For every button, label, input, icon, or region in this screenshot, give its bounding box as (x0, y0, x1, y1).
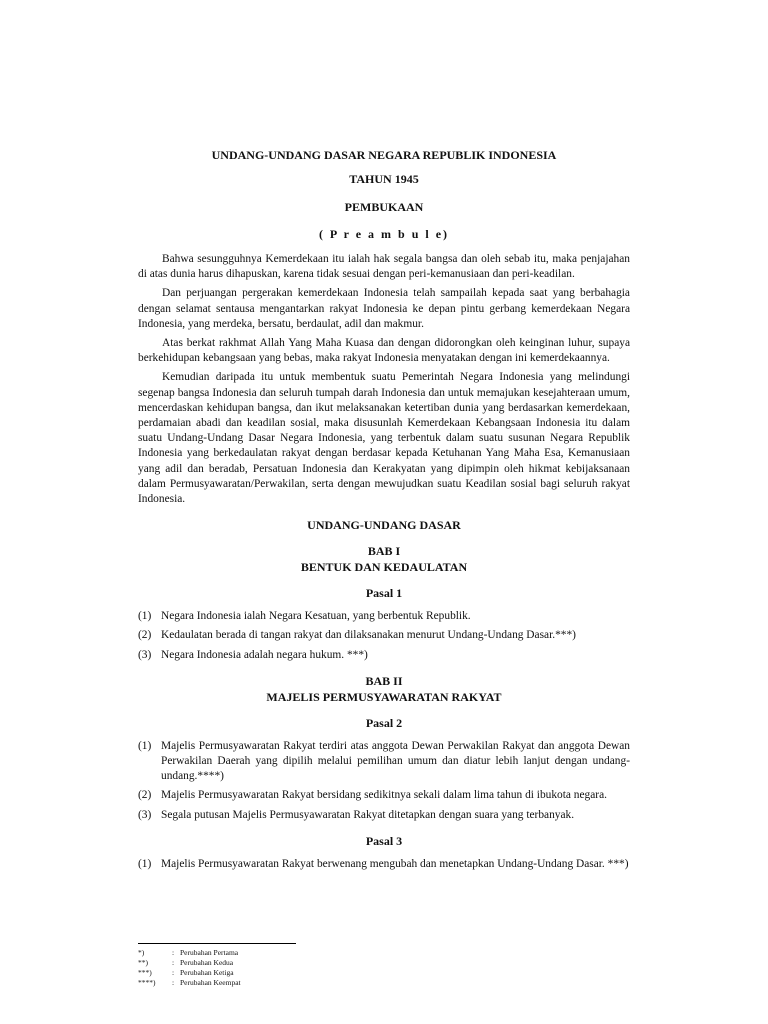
footnote-mark: ***) (138, 968, 152, 977)
article-clause (138, 628, 630, 643)
clause-number: (2) (138, 789, 152, 802)
clause-text: Kedaulatan berada di tangan rakyat dan dilaksanakan menurut Undang-Undang Dasar.***) (161, 629, 576, 642)
preamble-paragraph: Bahwa sesungguhnya Kemerdekaan itu ialah hak segala bangsa dan oleh sebab itu, maka penjajahan di atas dunia harus dihapuskan, karena tidak sesuai dengan peri-kemanusiaan dan peri-keadilan. (138, 253, 630, 281)
chapter-title: BAB II (365, 673, 403, 688)
section-heading: PEMBUKAAN (344, 200, 424, 214)
article-clause (138, 857, 630, 872)
clause-text: Majelis Permusyawaratan Rakyat terdiri atas anggota Dewan Perwakilan Rakyat dan anggota Dewan Perwakilan Daerah yang dipilih melalui pemilihan umum dan diatur lebih lanjut dengan undang-undang.****) (161, 739, 630, 783)
chapter-subtitle: MAJELIS PERMUSYAWARATAN RAKYAT (266, 689, 502, 704)
clause-number: (2) (138, 629, 152, 642)
footnote-text: Perubahan Ketiga (180, 968, 234, 977)
footnote-separator: : (172, 958, 175, 967)
document-year: TAHUN 1945 (349, 172, 419, 186)
chapter-subtitle: BENTUK DAN KEDAULATAN (300, 560, 468, 575)
article-clause (138, 739, 630, 785)
footnote-text: Perubahan Pertama (180, 948, 239, 957)
footnote (138, 978, 338, 988)
clause-text: Segala putusan Majelis Permusyawaratan Rakyat ditetapkan dengan suara yang terbanyak. (161, 808, 575, 821)
article-clause (138, 808, 630, 823)
article-clause (138, 788, 630, 803)
footnote (138, 968, 338, 978)
footnote-mark: **) (138, 958, 148, 967)
article-title: Pasal 3 (365, 833, 403, 848)
clause-text: Negara Indonesia ialah Negara Kesatuan, yang berbentuk Republik. (161, 610, 471, 623)
section-subheading: ( P r e a m b u l e) (318, 227, 450, 241)
footnote-divider (138, 943, 296, 944)
footnote-mark: *) (138, 948, 145, 957)
uud-heading: UNDANG-UNDANG DASAR (307, 518, 461, 533)
footnote-separator: : (172, 968, 175, 977)
footnote-text: Perubahan Keempat (180, 978, 241, 987)
preamble-paragraph: Atas berkat rakhmat Allah Yang Maha Kuasa dan dengan didorongkan oleh keinginan luhur, supaya berkehidupan kebangsaan yang bebas, maka rakyat Indonesia menyatakan dengan ini kemerdekaannya. (138, 337, 630, 365)
article-clause (138, 609, 630, 624)
document-title: UNDANG-UNDANG DASAR NEGARA REPUBLIK INDONESIA (211, 148, 557, 162)
clause-number: (1) (138, 610, 152, 623)
article-title: Pasal 2 (365, 715, 403, 730)
footnote-separator: : (172, 978, 175, 987)
clause-number: (3) (138, 808, 152, 821)
clause-number: (1) (138, 857, 152, 870)
footnote-mark: ****) (138, 978, 156, 987)
chapter-title: BAB I (367, 544, 401, 559)
document-body (138, 147, 630, 876)
clause-number: (1) (138, 739, 152, 752)
article-title: Pasal 1 (365, 586, 403, 601)
footnote (138, 948, 338, 958)
footnote (138, 958, 338, 968)
footnote-separator: : (172, 948, 175, 957)
preamble-paragraph: Kemudian daripada itu untuk membentuk suatu Pemerintah Negara Indonesia yang melindungi segenap bangsa Indonesia dan seluruh tumpah darah Indonesia dan untuk memajukan kesejahteraan umum, mencerdaskan kehidupan bangsa, dan ikut melaksanakan ketertiban dunia yang berdasarkan kemerdekaan, perdamaian abadi dan keadilan sosial, maka disusunlah Kemerdekaan Kebangsaan Indonesia itu dalam suatu Undang-Undang Dasar Negara Indonesia, yang terbentuk dalam suatu susunan Negara Republik Indonesia yang berkedaulatan rakyat dengan berdasar kepada Ketuhanan Yang Maha Esa, Kemanusiaan yang adil dan beradab, Persatuan Indonesia dan Kerakyatan yang dipimpin oleh hikmat kebijaksanaan dalam Permusyawaratan/Perwakilan, serta dengan mewujudkan suatu Keadilan sosial bagi seluruh rakyat Indonesia. (138, 371, 630, 506)
preamble-paragraph: Dan perjuangan pergerakan kemerdekaan Indonesia telah sampailah kepada saat yang berbahagia dengan selamat sentausa mengantarkan rakyat Indonesia ke depan pintu gerbang kemerdekaan Negara Indonesia, yang merdeka, bersatu, berdaulat, adil dan makmur. (138, 287, 630, 330)
footnote-text: Perubahan Kedua (180, 958, 234, 967)
clause-text: Negara Indonesia adalah negara hukum. ***) (161, 648, 368, 661)
clause-text: Majelis Permusyawaratan Rakyat berwenang mengubah dan menetapkan Undang-Undang Dasar. ***) (161, 857, 629, 870)
clause-number: (3) (138, 648, 152, 661)
clause-text: Majelis Permusyawaratan Rakyat bersidang sedikitnya sekali dalam lima tahun di ibukota negara. (161, 789, 608, 802)
article-clause (138, 648, 630, 663)
footnotes (138, 943, 338, 988)
preamble-text (138, 252, 630, 507)
